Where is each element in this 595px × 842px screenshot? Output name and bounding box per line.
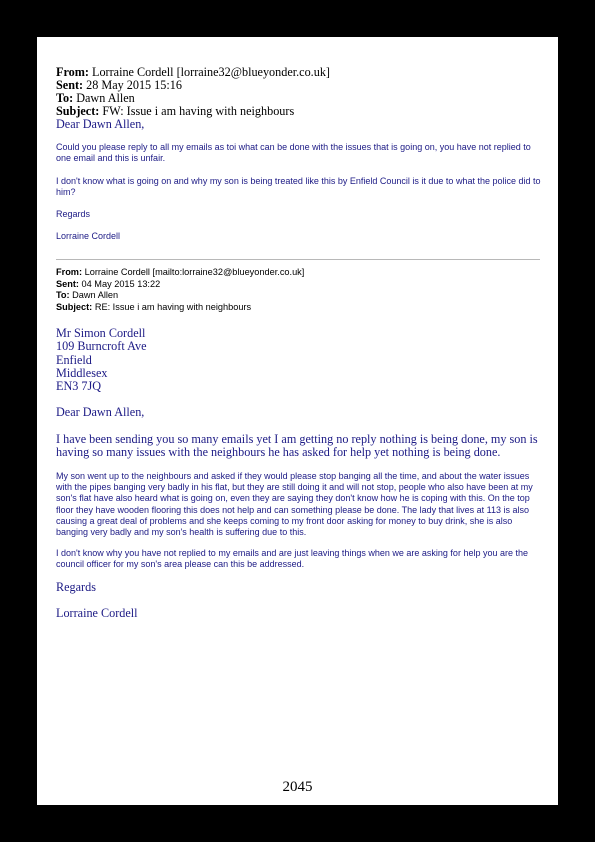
email-divider — [56, 259, 540, 260]
original-paragraph-3: I don't know why you have not replied to my emails and are just leaving things when we are asking for help you are the council officer for my son's area please can this be addressed. — [56, 548, 528, 570]
forward-subject-line: Subject: FW: Issue i am having with neighbours — [56, 104, 295, 118]
original-greeting: Dear Dawn Allen, — [56, 405, 145, 419]
forward-to-line: To: Dawn Allen — [56, 91, 135, 105]
original-subject-line: Subject: RE: Issue i am having with neighbours — [56, 302, 252, 313]
forward-greeting: Dear Dawn Allen, — [56, 117, 145, 131]
original-sent-line: Sent: 04 May 2015 13:22 — [56, 278, 161, 289]
forward-to-value: Dawn Allen — [76, 91, 135, 105]
original-sent-value: 04 May 2015 13:22 — [81, 278, 161, 289]
original-to-value: Dawn Allen — [72, 290, 119, 301]
original-paragraph-1: I have been sending you so many emails yet I am getting no reply nothing is being done, my son is having so many issues with the neighbours he has asked for help yet nothing is being done. — [56, 432, 538, 460]
original-header — [56, 267, 546, 314]
original-signature: Lorraine Cordell — [56, 606, 138, 620]
forward-paragraph-2: I don't know what is going on and why my son is being treated like this by Enfield Council is it due to what the police did to him? — [56, 176, 541, 198]
forward-signature: Lorraine Cordell — [56, 231, 121, 241]
original-to-line: To: Dawn Allen — [56, 290, 119, 301]
forward-sent-line: Sent: 28 May 2015 15:16 — [56, 78, 182, 92]
original-paragraph-2: My son went up to the neighbours and asked if they would please stop banging all the time, and about the water issues with the pipes banging very badly in his flat, but they are still doing it and will not stop, people who also have been at my son's flat have also heard what is going on, even they are saying they don't know how he is coping with this. On the top floor they have wooden flooring this does not help and can something please be done. The lady that lives at 113 is also causing a great deal of problems and she keeps coming to my front door asking for money to buy drink, she is also banging very badly and my son's health is suffering due to this. — [56, 471, 533, 538]
original-from-line: From: Lorraine Cordell [mailto:lorraine32@blueyonder.co.uk] — [56, 267, 305, 277]
forward-from-value: Lorraine Cordell [lorraine32@blueyonder.co.uk] — [92, 65, 330, 79]
address-block — [56, 327, 546, 393]
forward-paragraph-1: Could you please reply to all my emails as toi what can be done with the issues that is going on, you have not replied to one email and this is unfair. — [56, 142, 531, 164]
address-line: Mr Simon Cordell — [56, 326, 146, 340]
forward-from-line: From: Lorraine Cordell [lorraine32@blueyonder.co.uk] — [56, 65, 330, 79]
address-line: Middlesex — [56, 365, 108, 380]
address-line: EN3 7JQ — [56, 379, 102, 394]
document-page — [37, 37, 558, 805]
forward-subject-value: FW: Issue i am having with neighbours — [102, 104, 295, 118]
page-number: 2045 — [282, 779, 313, 795]
forward-regards: Regards — [56, 209, 91, 219]
address-line: 109 Burncroft Ave — [56, 339, 147, 354]
original-subject-value: RE: Issue i am having with neighbours — [94, 302, 252, 313]
forward-header — [56, 66, 546, 131]
forward-sent-value: 28 May 2015 15:16 — [86, 78, 182, 92]
original-from-value: Lorraine Cordell [mailto:lorraine32@blueyonder.co.uk] — [84, 267, 305, 277]
original-regards: Regards — [56, 580, 96, 594]
address-line: Enfield — [56, 352, 92, 367]
